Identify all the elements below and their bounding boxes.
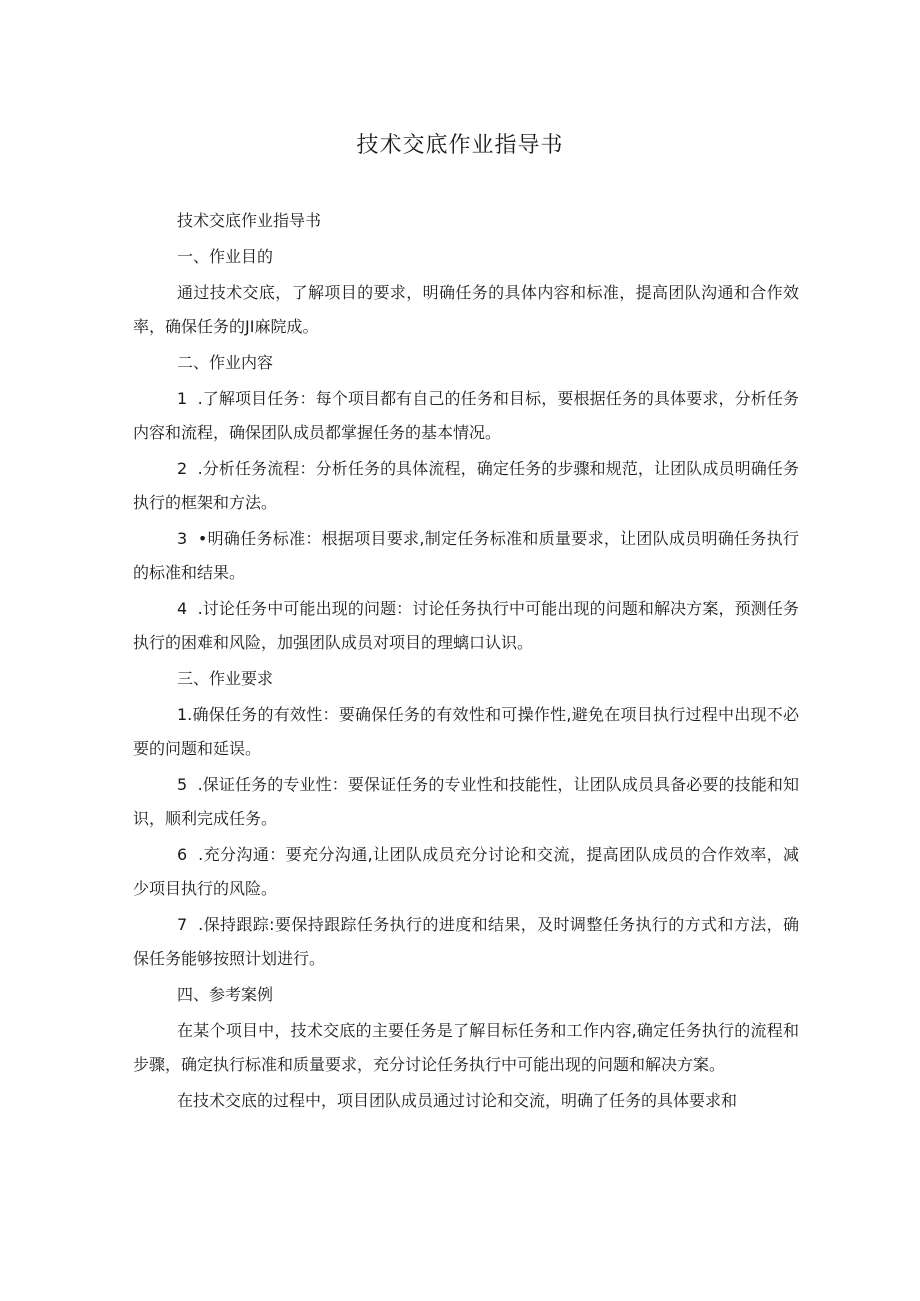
subtitle-paragraph: 技术交底作业指导书 [177, 211, 322, 230]
list-item-requirement-1: 1.确保任务的有效性：要确保任务的有效性和可操作性,避免在项目执行过程中出现不必要的问题和延误。 [133, 705, 799, 758]
list-item-requirement-7: 7 .保持跟踪:要保持跟踪任务执行的进度和结果，及时调整任务执行的方式和方法，确保任务能够按照计划进行。 [133, 915, 799, 968]
section-heading-requirements: 三、作业要求 [177, 669, 274, 688]
list-item-requirement-6: 6 .充分沟通：要充分沟通,让团队成员充分讨论和交流，提高团队成员的合作效率，减少项目执行的风险。 [133, 845, 799, 898]
paragraph-case-1: 在某个项目中，技术交底的主要任务是了解目标任务和工作内容,确定任务执行的流程和步骤，确定执行标准和质量要求，充分讨论任务执行中可能出现的问题和解决方案。 [133, 1021, 799, 1074]
list-item-content-2: 2 .分析任务流程：分析任务的具体流程，确定任务的步骤和规范，让团队成员明确任务执行的框架和方法。 [133, 459, 799, 512]
paragraph-case-2: 在技术交底的过程中，项目团队成员通过讨论和交流，明确了任务的具体要求和 [177, 1091, 738, 1110]
section-heading-content: 二、作业内容 [177, 353, 274, 372]
paragraph-purpose: 通过技术交底，了解项目的要求，明确任务的具体内容和标准，提高团队沟通和合作效率，确保任务的JI麻院成。 [133, 283, 799, 336]
document-title: 技术交底作业指导书 [356, 133, 564, 158]
document-body [133, 204, 799, 1118]
section-heading-case: 四、参考案例 [177, 985, 274, 1004]
list-item-content-3: 3 •明确任务标准：根据项目要求,制定任务标准和质量要求，让团队成员明确任务执行的标准和结果。 [133, 529, 799, 582]
list-item-requirement-5: 5 .保证任务的专业性：要保证任务的专业性和技能性，让团队成员具备必要的技能和知识，顺利完成任务。 [133, 775, 799, 828]
list-item-content-4: 4 .讨论任务中可能出现的问题：讨论任务执行中可能出现的问题和解决方案，预测任务执行的困难和风险，加强团队成员对项目的理螭口认识。 [133, 599, 799, 652]
section-heading-purpose: 一、作业目的 [177, 247, 274, 266]
list-item-content-1: 1 .了解项目任务：每个项目都有自己的任务和目标，要根据任务的具体要求，分析任务内容和流程，确保团队成员都掌握任务的基本情况。 [133, 389, 799, 442]
